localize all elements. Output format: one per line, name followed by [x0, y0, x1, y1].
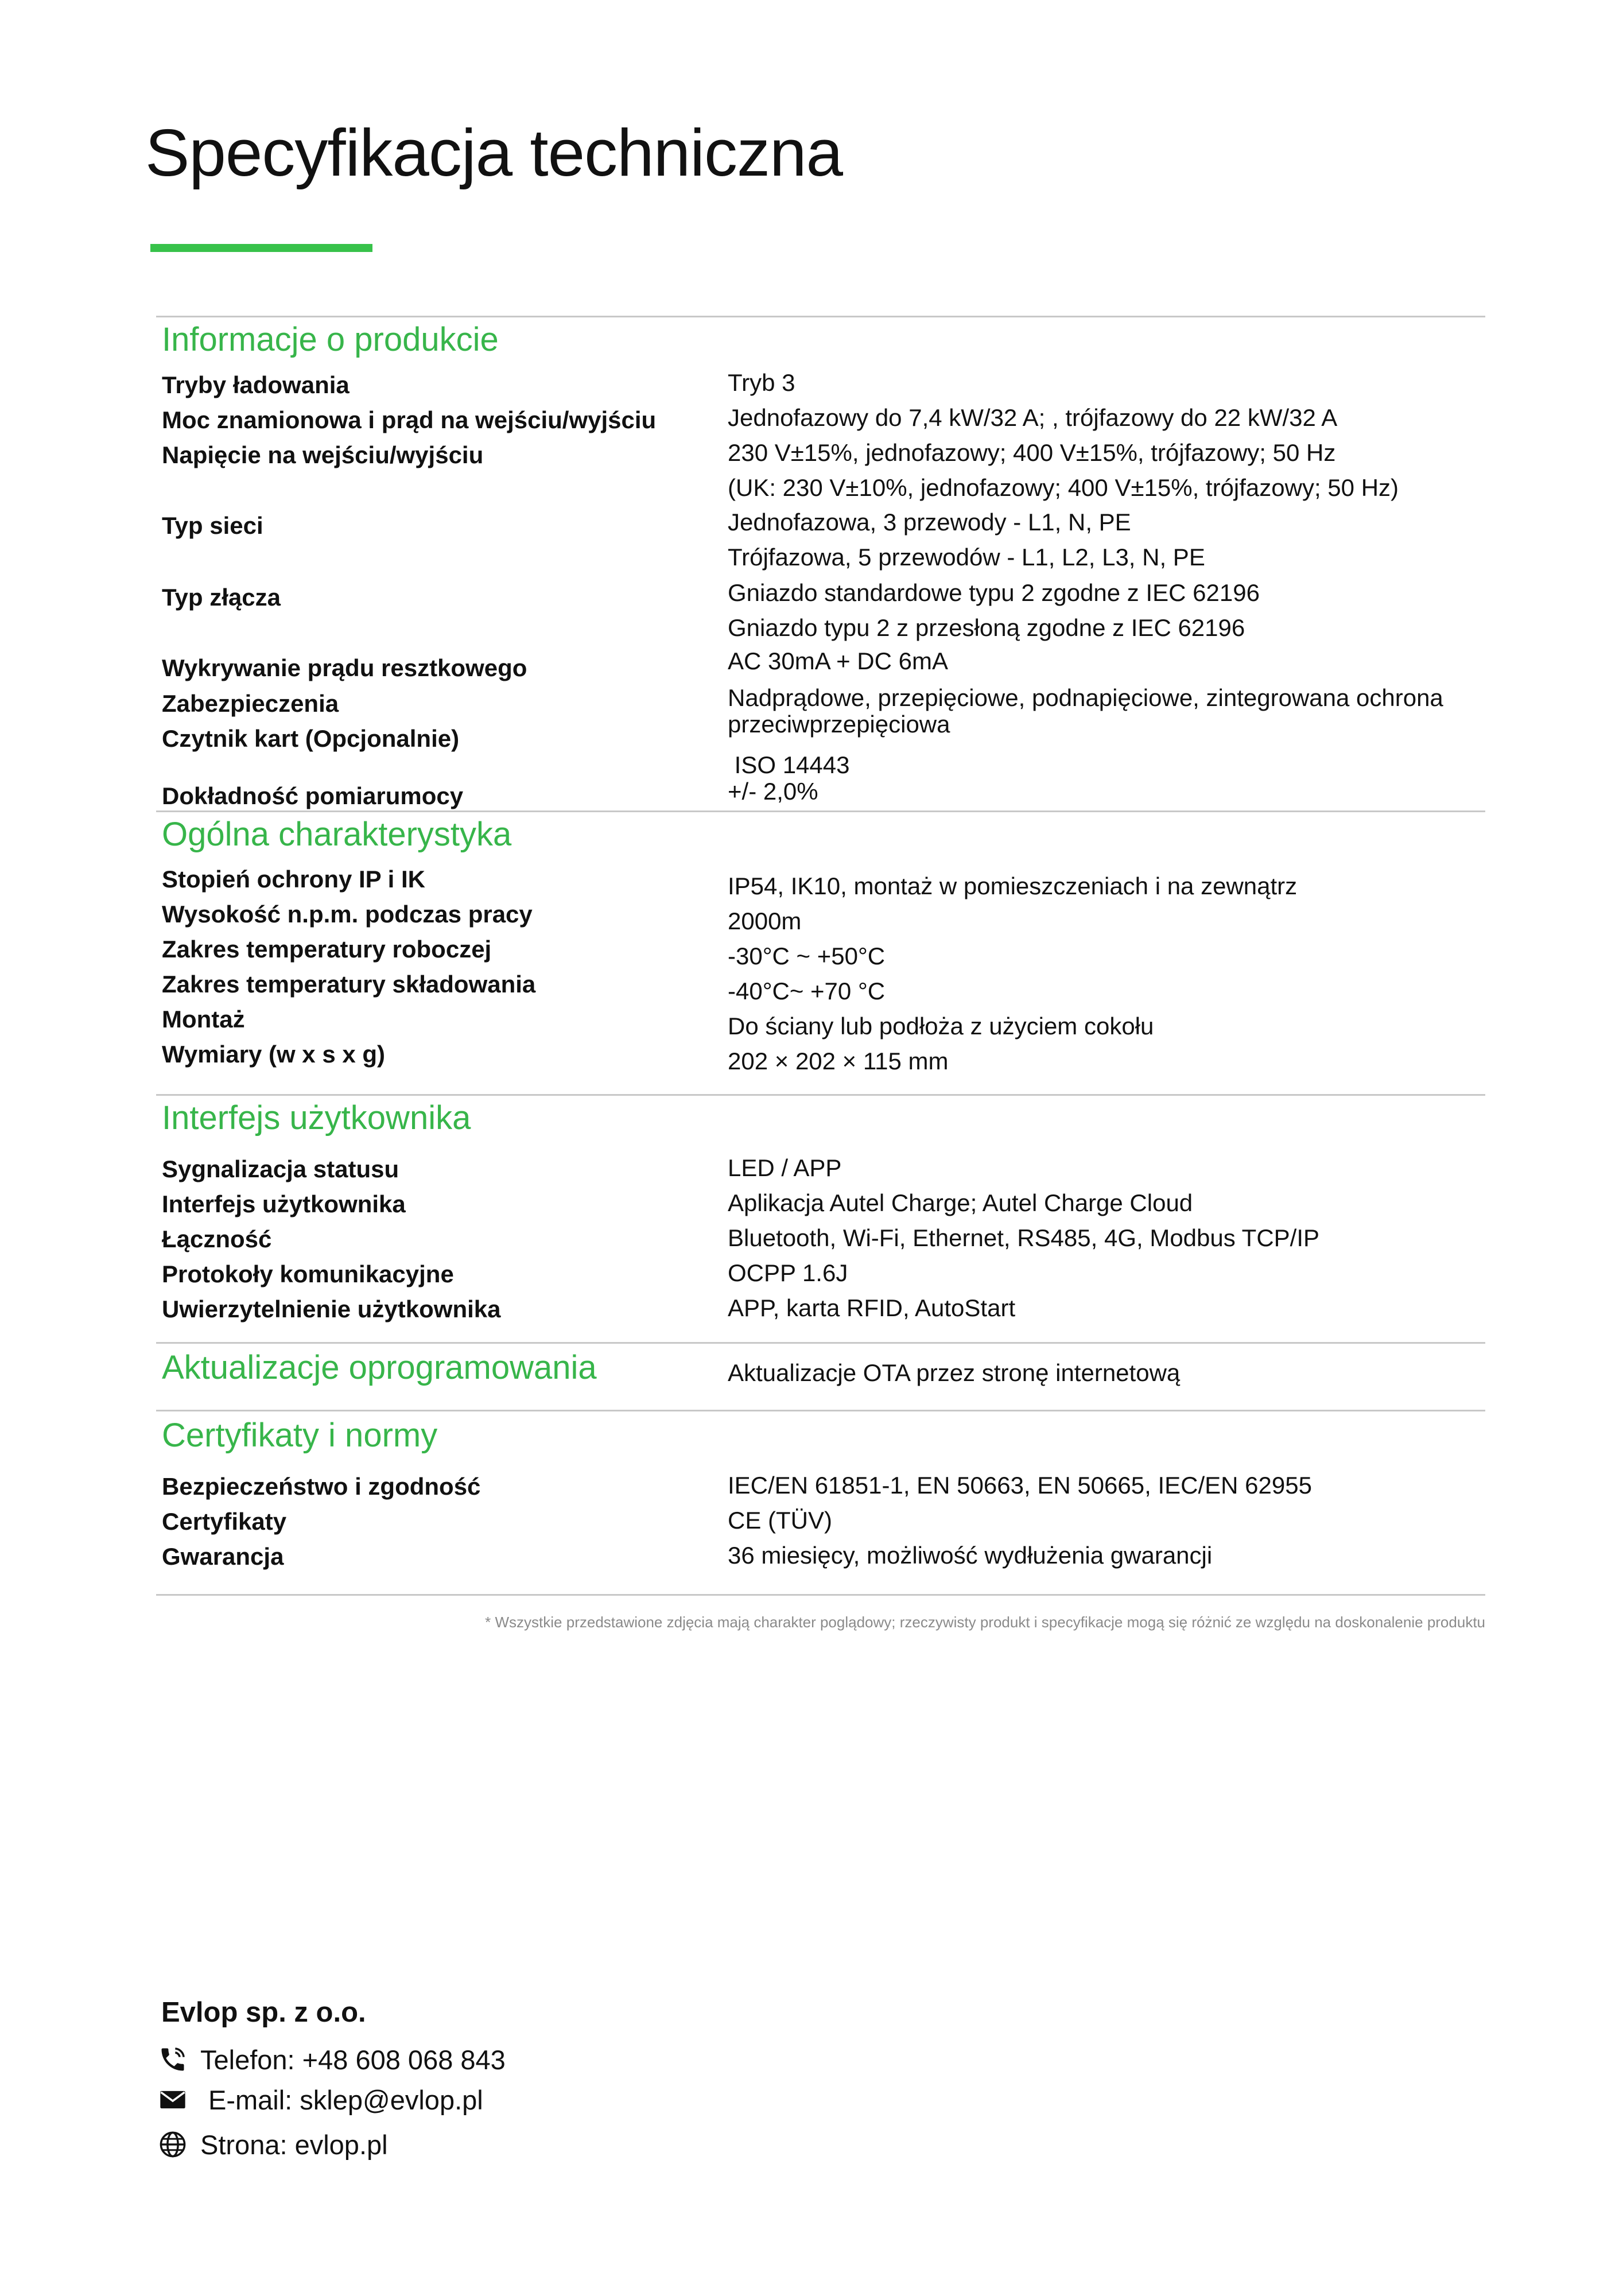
spec-label: Gwarancja — [162, 1543, 284, 1570]
spec-label: Tryby ładowania — [162, 371, 350, 398]
spec-label: Typ sieci — [162, 512, 263, 539]
spec-row — [156, 1472, 1485, 1508]
spec-value: 202 × 202 × 115 mm — [728, 1048, 949, 1075]
disclaimer-note: * Wszystkie przedstawione zdjęcia mają charakter poglądowy; rzeczywisty produkt i specyfikacje mogą się różnić ze względu na doskonalenie produktu — [485, 1614, 1485, 1631]
spec-value: Nadprądowe, przepięciowe, podnapięciowe, zintegrowana ochrona przeciwprzepięciowa — [728, 684, 1443, 738]
spec-label: Stopień ochrony IP i IK — [162, 866, 425, 893]
contact-website — [158, 2127, 388, 2162]
spec-row — [156, 404, 1485, 441]
spec-value: Jednofazowy do 7,4 kW/32 A; , trójfazowy do 22 kW/32 A — [728, 404, 1338, 431]
spec-row — [156, 725, 1485, 778]
spec-label: Montaż — [162, 1006, 245, 1033]
spec-value: Aktualizacje OTA przez stronę internetową — [728, 1359, 1181, 1386]
section-ui — [156, 1094, 1485, 1344]
spec-row — [156, 509, 1485, 571]
spec-value-continued: (UK: 230 V±10%, jednofazowy; 400 V±15%, trójfazowy; 50 Hz) — [728, 474, 1399, 501]
spec-label: Łączność — [162, 1225, 272, 1252]
spec-value: Do ściany lub podłoża z użyciem cokołu — [728, 1013, 1154, 1040]
spec-value: 36 miesięcy, możliwość wydłużenia gwarancji — [728, 1542, 1213, 1569]
spec-label: Interfejs użytkownika — [162, 1190, 406, 1217]
section-certs — [156, 1410, 1485, 1596]
contact-phone-text[interactable]: Telefon: +48 608 068 843 — [200, 2044, 506, 2075]
spec-value: IP54, IK10, montaż w pomieszczeniach i na zewnątrz — [728, 872, 1298, 899]
spec-row — [156, 1042, 1485, 1076]
spec-value: Tryb 3 — [728, 369, 795, 396]
section-title-general: Ogólna charakterystyka — [162, 816, 512, 853]
contact-email-text[interactable]: E-mail: sklep@evlop.pl — [208, 2084, 483, 2115]
spec-label: Bezpieczeństwo i zgodność — [162, 1473, 481, 1500]
spec-label: Zabezpieczenia — [162, 690, 339, 717]
spec-value: 230 V±15%, jednofazowy; 400 V±15%, trójfazowy; 50 Hz — [728, 439, 1336, 466]
section-updates — [156, 1342, 1485, 1411]
spec-label: Uwierzytelnienie użytkownika — [162, 1296, 501, 1322]
spec-label: Wykrywanie prądu resztkowego — [162, 654, 527, 681]
spec-value: ISO 14443 — [728, 751, 850, 778]
section-title-updates: Aktualizacje oprogramowania — [162, 1349, 597, 1386]
spec-value: IEC/EN 61851-1, EN 50663, EN 50665, IEC/EN 62955 — [728, 1472, 1312, 1499]
spec-row — [156, 1259, 1485, 1296]
contact-phone — [158, 2042, 506, 2077]
spec-value: -30°C ~ +50°C — [728, 943, 886, 969]
section-title-certs: Certyfikaty i normy — [162, 1417, 438, 1454]
spec-value: Bluetooth, Wi-Fi, Ethernet, RS485, 4G, Modbus TCP/IP — [728, 1224, 1320, 1251]
spec-value: Gniazdo standardowe typu 2 zgodne z IEC 62196 — [728, 579, 1260, 606]
spec-value: OCPP 1.6J — [728, 1259, 848, 1286]
spec-row — [156, 579, 1485, 641]
spec-row — [156, 902, 1485, 936]
spec-row — [156, 1007, 1485, 1041]
spec-row — [156, 1154, 1485, 1190]
spec-value: -40°C~ +70 °C — [728, 978, 886, 1004]
spec-row — [156, 439, 1485, 501]
phone-icon — [158, 2045, 188, 2074]
section-product-info — [156, 316, 1485, 812]
spec-value: AC 30mA + DC 6mA — [728, 647, 948, 674]
section-general — [156, 810, 1485, 1096]
spec-label: Zakres temperatury roboczej — [162, 936, 492, 963]
spec-row — [156, 937, 1485, 971]
spec-label: Czytnik kart (Opcjonalnie) — [162, 725, 460, 752]
envelope-icon — [158, 2085, 188, 2115]
section-title-ui: Interfejs użytkownika — [162, 1099, 471, 1137]
spec-value-continued: Gniazdo typu 2 z przesłoną zgodne z IEC 62196 — [728, 614, 1245, 641]
spec-row — [156, 1542, 1485, 1578]
spec-value: 2000m — [728, 907, 802, 934]
spec-row — [156, 867, 1485, 901]
spec-row — [156, 684, 1485, 738]
spec-row — [156, 369, 1485, 406]
spec-label: Napięcie na wejściu/wyjściu — [162, 441, 484, 468]
spec-row — [156, 972, 1485, 1006]
contact-website-text[interactable]: Strona: evlop.pl — [200, 2129, 388, 2160]
contact-email — [158, 2082, 483, 2117]
spec-value: CE (TÜV) — [728, 1507, 832, 1534]
globe-icon — [158, 2130, 188, 2159]
spec-row — [156, 1294, 1485, 1331]
title-underline — [150, 244, 372, 252]
spec-label: Zakres temperatury składowania — [162, 971, 536, 998]
spec-label: Typ złącza — [162, 584, 281, 611]
spec-label: Protokoły komunikacyjne — [162, 1261, 454, 1287]
spec-label: Certyfikaty — [162, 1508, 287, 1535]
spec-value-continued: Trójfazowa, 5 przewodów - L1, L2, L3, N, PE — [728, 544, 1205, 571]
page-title: Specyfikacja techniczna — [145, 115, 842, 190]
spec-row — [156, 1507, 1485, 1543]
spec-value: Jednofazowa, 3 przewody - L1, N, PE — [728, 509, 1131, 536]
spec-value: APP, karta RFID, AutoStart — [728, 1294, 1016, 1321]
spec-value: LED / APP — [728, 1154, 842, 1181]
spec-row — [156, 1224, 1485, 1261]
spec-value: Aplikacja Autel Charge; Autel Charge Cloud — [728, 1189, 1193, 1216]
spec-label: Sygnalizacja statusu — [162, 1155, 399, 1182]
section-title-product-info: Informacje o produkcie — [162, 321, 499, 358]
spec-row — [156, 1189, 1485, 1225]
spec-value: +/- 2,0% — [728, 778, 818, 805]
spec-label: Moc znamionowa i prąd na wejściu/wyjściu — [162, 406, 657, 433]
spec-label: Wysokość n.p.m. podczas pracy — [162, 901, 533, 928]
spec-label: Dokładność pomiarumocy — [162, 782, 464, 809]
spec-label: Wymiary (w x s x g) — [162, 1041, 386, 1068]
company-name: Evlop sp. z o.o. — [161, 1997, 366, 2028]
